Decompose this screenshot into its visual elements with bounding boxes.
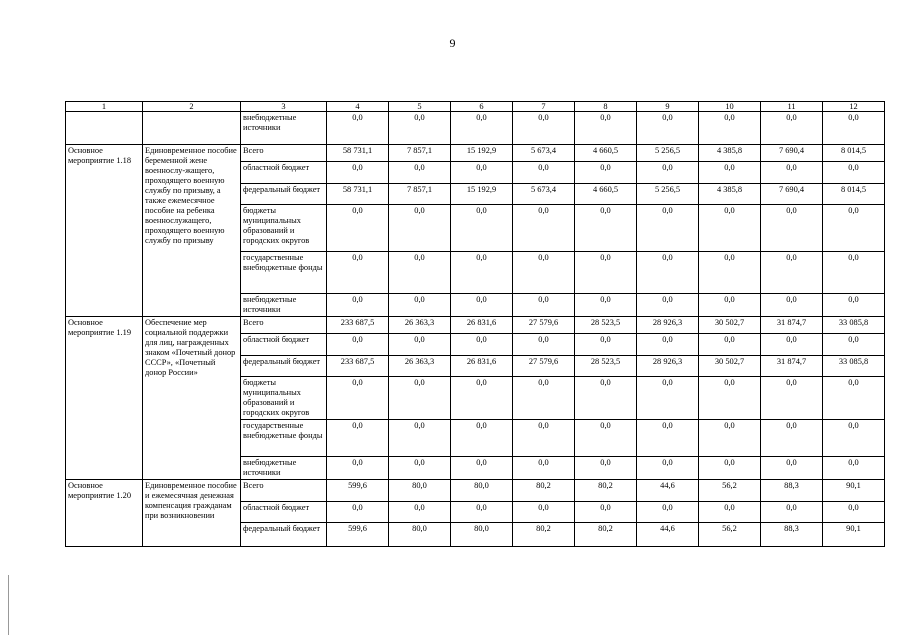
page-number: 9: [449, 36, 456, 50]
amount-cell: 80,0: [451, 480, 513, 502]
funding-source-cell: бюджеты муниципальных образований и городских округов: [241, 205, 327, 252]
amount-cell: 80,2: [513, 523, 575, 547]
amount-cell: 7 690,4: [761, 184, 823, 205]
amount-cell: 4 660,5: [575, 145, 637, 162]
amount-cell: 0,0: [451, 420, 513, 457]
amount-cell: 33 085,8: [823, 317, 885, 334]
column-header: 8: [575, 102, 637, 112]
amount-cell: 80,0: [451, 523, 513, 547]
table-row: [66, 112, 885, 145]
amount-cell: 0,0: [327, 162, 389, 184]
amount-cell: 5 673,4: [513, 145, 575, 162]
amount-cell: 599,6: [327, 480, 389, 502]
amount-cell: 0,0: [327, 334, 389, 356]
amount-cell: 0,0: [513, 457, 575, 480]
amount-cell: 0,0: [699, 112, 761, 145]
amount-cell: 31 874,7: [761, 356, 823, 377]
amount-cell: 28 926,3: [637, 356, 699, 377]
amount-cell: 0,0: [823, 252, 885, 294]
activity-description-cell: [143, 112, 241, 145]
page-edge-line: [8, 575, 9, 635]
table-row: [66, 480, 885, 502]
amount-cell: 27 579,6: [513, 317, 575, 334]
amount-cell: 0,0: [699, 502, 761, 523]
amount-cell: 0,0: [575, 420, 637, 457]
amount-cell: 0,0: [761, 420, 823, 457]
amount-cell: 0,0: [823, 205, 885, 252]
amount-cell: 31 874,7: [761, 317, 823, 334]
amount-cell: 5 256,5: [637, 184, 699, 205]
funding-source-cell: бюджеты муниципальных образований и городских округов: [241, 377, 327, 420]
amount-cell: 4 385,8: [699, 184, 761, 205]
amount-cell: 30 502,7: [699, 317, 761, 334]
amount-cell: 8 014,5: [823, 184, 885, 205]
amount-cell: 0,0: [637, 162, 699, 184]
amount-cell: 0,0: [637, 294, 699, 317]
amount-cell: 7 857,1: [389, 184, 451, 205]
amount-cell: 28 926,3: [637, 317, 699, 334]
funding-source-cell: областной бюджет: [241, 502, 327, 523]
amount-cell: 0,0: [451, 162, 513, 184]
amount-cell: 0,0: [389, 334, 451, 356]
amount-cell: 28 523,5: [575, 317, 637, 334]
amount-cell: 0,0: [823, 294, 885, 317]
amount-cell: 0,0: [513, 502, 575, 523]
amount-cell: 88,3: [761, 480, 823, 502]
amount-cell: 27 579,6: [513, 356, 575, 377]
amount-cell: 26 831,6: [451, 317, 513, 334]
amount-cell: 0,0: [575, 112, 637, 145]
amount-cell: 56,2: [699, 523, 761, 547]
amount-cell: 0,0: [761, 252, 823, 294]
amount-cell: 4 660,5: [575, 184, 637, 205]
amount-cell: 0,0: [451, 205, 513, 252]
amount-cell: 233 687,5: [327, 317, 389, 334]
amount-cell: 599,6: [327, 523, 389, 547]
amount-cell: 0,0: [327, 377, 389, 420]
column-header: 11: [761, 102, 823, 112]
amount-cell: 28 523,5: [575, 356, 637, 377]
activity-label-cell: Основное мероприятие 1.19: [66, 317, 143, 480]
column-header: 6: [451, 102, 513, 112]
amount-cell: 0,0: [575, 457, 637, 480]
funding-source-cell: внебюджетные источники: [241, 457, 327, 480]
funding-source-cell: Всего: [241, 317, 327, 334]
activity-description-cell: Единовременное пособие беременной жене военнослу-жащего, проходящего военную службу по призыву, а также ежемесячное пособие на ребенка военнослужащего, проходящего военную службу по призыву: [143, 145, 241, 317]
amount-cell: 0,0: [389, 294, 451, 317]
amount-cell: 0,0: [389, 205, 451, 252]
amount-cell: 0,0: [699, 420, 761, 457]
amount-cell: 0,0: [327, 252, 389, 294]
amount-cell: 0,0: [761, 334, 823, 356]
amount-cell: 7 857,1: [389, 145, 451, 162]
amount-cell: 88,3: [761, 523, 823, 547]
amount-cell: 26 363,3: [389, 356, 451, 377]
amount-cell: 0,0: [699, 205, 761, 252]
amount-cell: 0,0: [389, 457, 451, 480]
amount-cell: 0,0: [575, 162, 637, 184]
amount-cell: 0,0: [575, 252, 637, 294]
funding-source-cell: внебюджетные источники: [241, 112, 327, 145]
amount-cell: 30 502,7: [699, 356, 761, 377]
amount-cell: 26 831,6: [451, 356, 513, 377]
budget-table: [65, 101, 885, 547]
activity-label-cell: Основное мероприятие 1.18: [66, 145, 143, 317]
amount-cell: 0,0: [327, 457, 389, 480]
amount-cell: 0,0: [823, 162, 885, 184]
amount-cell: 4 385,8: [699, 145, 761, 162]
amount-cell: 0,0: [513, 334, 575, 356]
funding-source-cell: государственные внебюджетные фонды: [241, 252, 327, 294]
amount-cell: 15 192,9: [451, 145, 513, 162]
column-header: 10: [699, 102, 761, 112]
column-header: 2: [143, 102, 241, 112]
amount-cell: 0,0: [513, 377, 575, 420]
amount-cell: 0,0: [451, 252, 513, 294]
amount-cell: 0,0: [823, 334, 885, 356]
amount-cell: 15 192,9: [451, 184, 513, 205]
amount-cell: 0,0: [327, 205, 389, 252]
amount-cell: 0,0: [575, 377, 637, 420]
amount-cell: 0,0: [637, 112, 699, 145]
funding-source-cell: федеральный бюджет: [241, 184, 327, 205]
amount-cell: 0,0: [575, 334, 637, 356]
amount-cell: 0,0: [823, 457, 885, 480]
amount-cell: 58 731,1: [327, 184, 389, 205]
amount-cell: 0,0: [761, 502, 823, 523]
funding-source-cell: внебюджетные источники: [241, 294, 327, 317]
funding-source-cell: Всего: [241, 480, 327, 502]
amount-cell: 0,0: [823, 112, 885, 145]
activity-label-cell: [66, 112, 143, 145]
amount-cell: 0,0: [389, 377, 451, 420]
amount-cell: 0,0: [451, 457, 513, 480]
amount-cell: 0,0: [389, 162, 451, 184]
table-body: [66, 102, 885, 547]
amount-cell: 0,0: [699, 252, 761, 294]
amount-cell: 0,0: [451, 502, 513, 523]
amount-cell: 0,0: [699, 457, 761, 480]
amount-cell: 80,2: [575, 480, 637, 502]
amount-cell: 5 256,5: [637, 145, 699, 162]
amount-cell: 233 687,5: [327, 356, 389, 377]
amount-cell: 8 014,5: [823, 145, 885, 162]
amount-cell: 0,0: [327, 420, 389, 457]
amount-cell: 0,0: [761, 112, 823, 145]
table-row: [66, 145, 885, 162]
amount-cell: 0,0: [637, 334, 699, 356]
column-header: 4: [327, 102, 389, 112]
amount-cell: 80,2: [575, 523, 637, 547]
amount-cell: 0,0: [389, 420, 451, 457]
amount-cell: 26 363,3: [389, 317, 451, 334]
amount-cell: 0,0: [637, 205, 699, 252]
amount-cell: 80,0: [389, 523, 451, 547]
activity-description-cell: Обеспечение мер социальной поддержки для лиц, награжденных знаком «Почетный донор СССР», «Почетный донор России»: [143, 317, 241, 480]
activity-label-cell: Основное мероприятие 1.20: [66, 480, 143, 547]
amount-cell: 0,0: [823, 502, 885, 523]
column-header: 9: [637, 102, 699, 112]
amount-cell: 56,2: [699, 480, 761, 502]
amount-cell: 5 673,4: [513, 184, 575, 205]
column-header: 5: [389, 102, 451, 112]
amount-cell: 0,0: [637, 252, 699, 294]
funding-source-cell: областной бюджет: [241, 162, 327, 184]
amount-cell: 33 085,8: [823, 356, 885, 377]
amount-cell: 0,0: [513, 112, 575, 145]
amount-cell: 0,0: [761, 205, 823, 252]
amount-cell: 0,0: [513, 420, 575, 457]
amount-cell: 0,0: [637, 377, 699, 420]
amount-cell: 80,2: [513, 480, 575, 502]
amount-cell: 0,0: [823, 377, 885, 420]
amount-cell: 90,1: [823, 523, 885, 547]
amount-cell: 0,0: [823, 420, 885, 457]
amount-cell: 0,0: [327, 112, 389, 145]
amount-cell: 0,0: [761, 162, 823, 184]
amount-cell: 58 731,1: [327, 145, 389, 162]
amount-cell: 0,0: [389, 252, 451, 294]
header-row: [66, 102, 885, 112]
amount-cell: 0,0: [513, 294, 575, 317]
amount-cell: 0,0: [451, 377, 513, 420]
table-row: [66, 317, 885, 334]
amount-cell: 0,0: [637, 457, 699, 480]
amount-cell: 0,0: [699, 334, 761, 356]
funding-source-cell: областной бюджет: [241, 334, 327, 356]
amount-cell: 44,6: [637, 523, 699, 547]
amount-cell: 0,0: [637, 420, 699, 457]
amount-cell: 0,0: [513, 205, 575, 252]
amount-cell: 0,0: [699, 294, 761, 317]
amount-cell: 0,0: [761, 294, 823, 317]
column-header: 7: [513, 102, 575, 112]
funding-source-cell: федеральный бюджет: [241, 356, 327, 377]
amount-cell: 44,6: [637, 480, 699, 502]
amount-cell: 80,0: [389, 480, 451, 502]
amount-cell: 0,0: [451, 334, 513, 356]
amount-cell: 0,0: [389, 502, 451, 523]
amount-cell: 0,0: [513, 162, 575, 184]
amount-cell: 0,0: [451, 294, 513, 317]
amount-cell: 0,0: [451, 112, 513, 145]
amount-cell: 0,0: [761, 457, 823, 480]
amount-cell: 0,0: [699, 162, 761, 184]
column-header: 3: [241, 102, 327, 112]
amount-cell: 0,0: [327, 502, 389, 523]
amount-cell: 0,0: [575, 294, 637, 317]
amount-cell: 0,0: [699, 377, 761, 420]
funding-source-cell: федеральный бюджет: [241, 523, 327, 547]
activity-description-cell: Единовременное пособие и ежемесячная денежная компенсация гражданам при возникновении: [143, 480, 241, 547]
amount-cell: 7 690,4: [761, 145, 823, 162]
amount-cell: 0,0: [761, 377, 823, 420]
amount-cell: 0,0: [389, 112, 451, 145]
column-header: 1: [66, 102, 143, 112]
column-header: 12: [823, 102, 885, 112]
amount-cell: 0,0: [575, 205, 637, 252]
amount-cell: 0,0: [575, 502, 637, 523]
amount-cell: 90,1: [823, 480, 885, 502]
amount-cell: 0,0: [327, 294, 389, 317]
funding-source-cell: государственные внебюджетные фонды: [241, 420, 327, 457]
amount-cell: 0,0: [637, 502, 699, 523]
funding-source-cell: Всего: [241, 145, 327, 162]
amount-cell: 0,0: [513, 252, 575, 294]
